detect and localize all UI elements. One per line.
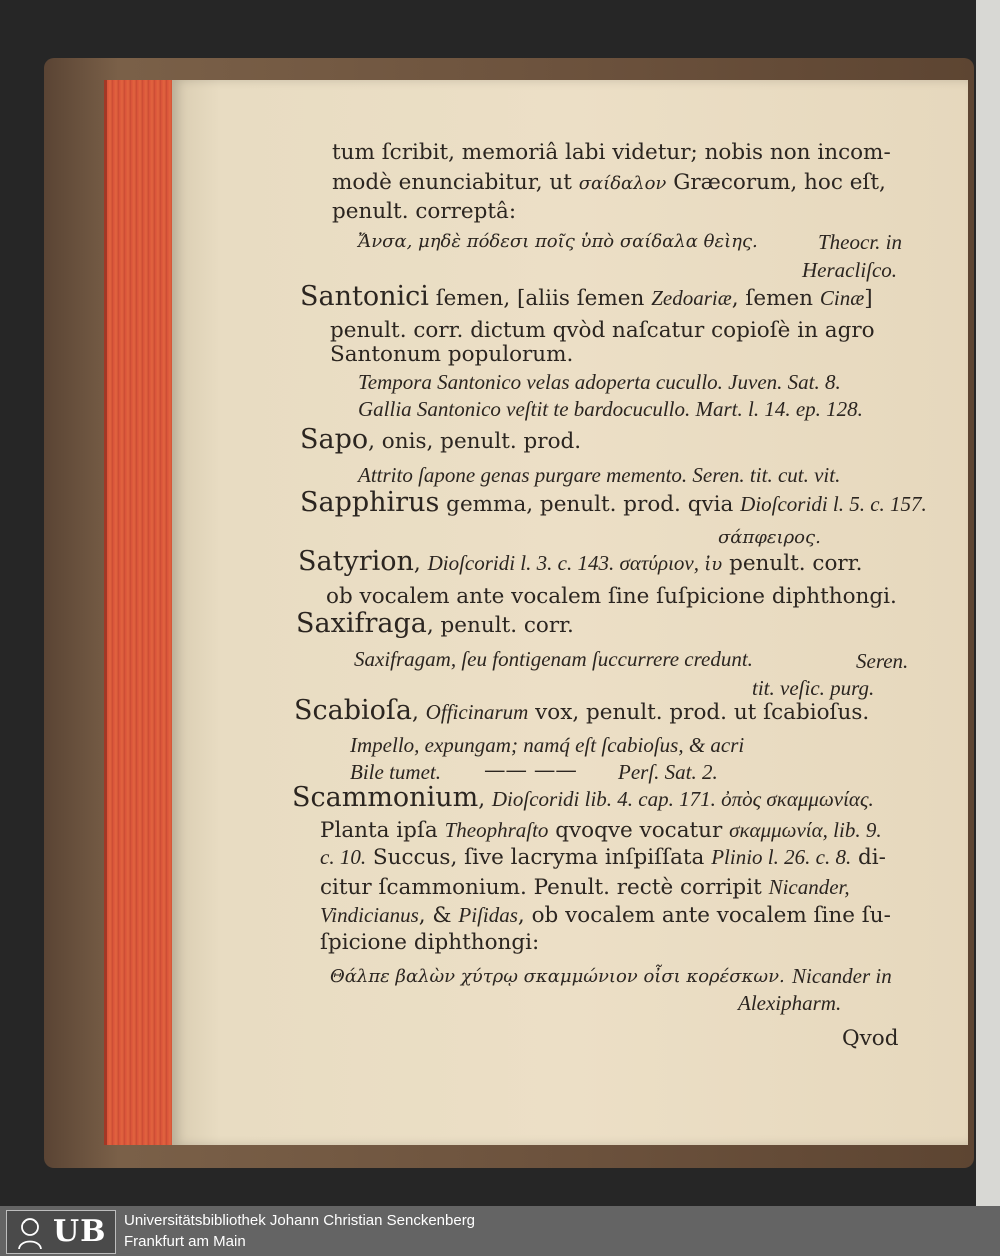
italic-term: Plinio l. 26. c. 8. (711, 845, 852, 869)
line-text: Tempora Santonico velas adoperta cucullo. Juven. Sat. 8. (358, 370, 841, 394)
italic-term: Dioſcoridi l. 3. c. 143. σατύριον, (427, 551, 705, 575)
line-text: Attrito ſapone genas purgare memento. Seren. tit. cut. vit. (358, 463, 841, 487)
text-line-7 (330, 318, 875, 343)
line-text: , onis, penult. prod. (368, 429, 582, 454)
citation-theocritus (818, 230, 902, 255)
italic-term: Vindicianus (320, 903, 419, 927)
line-text: , & (418, 903, 459, 928)
line-text: , ſemen (731, 286, 820, 311)
text-line-27 (320, 903, 891, 928)
text-line-26 (320, 875, 850, 900)
quote-persius-1 (350, 733, 744, 758)
greek-word: σαίδαλον (578, 173, 667, 194)
italic-term: Nicander, (768, 875, 850, 899)
line-text: Heracliſco. (802, 258, 898, 282)
citation-seren (856, 649, 908, 674)
italic-term: Cinæ (819, 286, 865, 310)
text-line-1 (332, 140, 891, 165)
text-line-2 (332, 170, 886, 195)
line-text: Perſ. Sat. 2. (618, 760, 718, 784)
line-text: Græcorum, hoc eſt, (666, 170, 886, 195)
text-line-3 (332, 199, 516, 224)
italic-term: Piſidas (458, 903, 518, 927)
line-text: tit. veſic. purg. (752, 676, 875, 700)
line-text: Nicander in (792, 964, 892, 988)
text-line-28 (320, 930, 539, 955)
senckenberg-portrait-icon (15, 1215, 45, 1249)
line-text: Gallia Santonico veſtit te bardocucullo. Mart. l. 14. ep. 128. (358, 397, 863, 421)
institution-city: Frankfurt am Main (124, 1233, 246, 1250)
line-text: , (411, 700, 426, 725)
library-footer (0, 1206, 1000, 1256)
headword: Sapphirus (300, 487, 440, 518)
ub-logo-text: UB (53, 1214, 107, 1249)
italic-term: c. 10. (320, 845, 367, 869)
greek-sappheiros (718, 527, 821, 548)
line-text: —— —— (484, 758, 577, 783)
line-text: vox, penult. prod. ut ſcabioſus. (528, 700, 870, 725)
line-text: ſemen, [aliis ſemen (428, 286, 652, 311)
catchword (842, 1026, 898, 1051)
entry-saxifraga (296, 608, 574, 639)
line-text: Ἄνσα, μηδὲ πόδεσι ποῖς ὑπὸ σαίδαλα θεὶης. (358, 231, 758, 252)
ub-logo (6, 1210, 116, 1254)
line-text: Planta ipſa (320, 818, 445, 843)
line-text: tum ſcribit, memoriâ labi videtur; nobis non incom- (332, 140, 891, 165)
line-text: penult. correptâ: (332, 199, 517, 224)
headword: Scabioſa (294, 695, 412, 726)
line-text: , penult. corr. (426, 613, 574, 638)
greek-word: ἰυ (704, 554, 723, 575)
line-text: penult. corr. dictum qvòd naſcatur copioſè in agro (330, 318, 875, 343)
dashes (484, 758, 577, 783)
quote-martial (358, 397, 863, 422)
line-text: ſpicione diphthongi: (320, 930, 540, 955)
line-text: Impello, expungam; namq́ eſt ſcabioſus, & acri (350, 733, 745, 757)
italic-term: Officinarum (425, 700, 529, 724)
headword: Sapo (300, 424, 369, 455)
line-text: gemma, penult. prod. qvia (439, 492, 741, 517)
text-line-16 (326, 584, 897, 609)
headword: Scammonium (292, 782, 479, 813)
entry-sapo (300, 424, 581, 455)
headword: Santonici (300, 281, 429, 312)
text-line-24 (320, 818, 882, 843)
line-text: ] (864, 286, 873, 311)
line-text: Saxifragam, ſeu fontigenam ſuccurrere credunt. (354, 647, 753, 671)
line-text: , ob vocalem ante vocalem ſine ſu- (517, 903, 891, 928)
entry-scabiosa (294, 695, 869, 726)
line-text: σάπφειρος. (718, 527, 821, 548)
line-text: Bile tumet. (350, 760, 441, 784)
headword: Saxifraga (296, 608, 427, 639)
entry-scammonium (292, 782, 874, 813)
italic-term: Theophraſto (444, 818, 549, 842)
line-text: penult. corr. (722, 551, 863, 576)
institution-name: Universitätsbibliothek Johann Christian Senckenberg (124, 1212, 476, 1229)
line-text: Θάλπε βαλὼν χύτρῳ σκαμμώνιον οἶσι κορέσκων. (330, 966, 785, 987)
quote-juvenal (358, 370, 841, 395)
quote-serenus-1 (358, 463, 840, 488)
scanner-edge-strip (976, 0, 1000, 1206)
line-text: modè enunciabitur, ut (332, 170, 579, 195)
italic-term: Dioſcoridi l. 5. c. 157. (740, 492, 927, 516)
line-text: di- (851, 845, 886, 870)
entry-satyrion (298, 546, 862, 577)
line-text: citur ſcammonium. Penult. rectè corripit (320, 875, 769, 900)
line-text: Seren. (856, 649, 909, 673)
citation-nicander (792, 964, 892, 989)
line-text: Santonum populorum. (330, 342, 574, 367)
italic-term: σκαμμωνία, lib. 9. (729, 818, 882, 842)
line-text: , (413, 551, 428, 576)
citation-heraclisco (802, 258, 897, 283)
citation-alexipharm (738, 991, 841, 1016)
line-text: ob vocalem ante vocalem ſine ſuſpicione diphthongi. (326, 584, 897, 609)
text-line-8 (330, 342, 573, 367)
line-text: Succus, ſive lacryma inſpiſſata (366, 845, 712, 870)
italic-term: Zedoariæ (651, 286, 732, 310)
greek-quote-1 (358, 231, 758, 252)
line-text: , (478, 787, 492, 812)
entry-santonici (300, 281, 873, 312)
line-text: qvoqve vocatur (548, 818, 730, 843)
line-text: Theocr. in (818, 230, 902, 254)
greek-quote-nicander (330, 966, 785, 987)
text-line-25 (320, 845, 886, 870)
line-text: Alexipharm. (738, 991, 842, 1015)
italic-term: Dioſcoridi lib. 4. cap. 171. ὀπὸς σκαμμωνίας. (491, 787, 874, 811)
quote-serenus-2 (354, 647, 753, 672)
line-text: Qvod (842, 1026, 899, 1051)
entry-sapphirus (300, 487, 927, 518)
headword: Satyrion (298, 546, 414, 577)
